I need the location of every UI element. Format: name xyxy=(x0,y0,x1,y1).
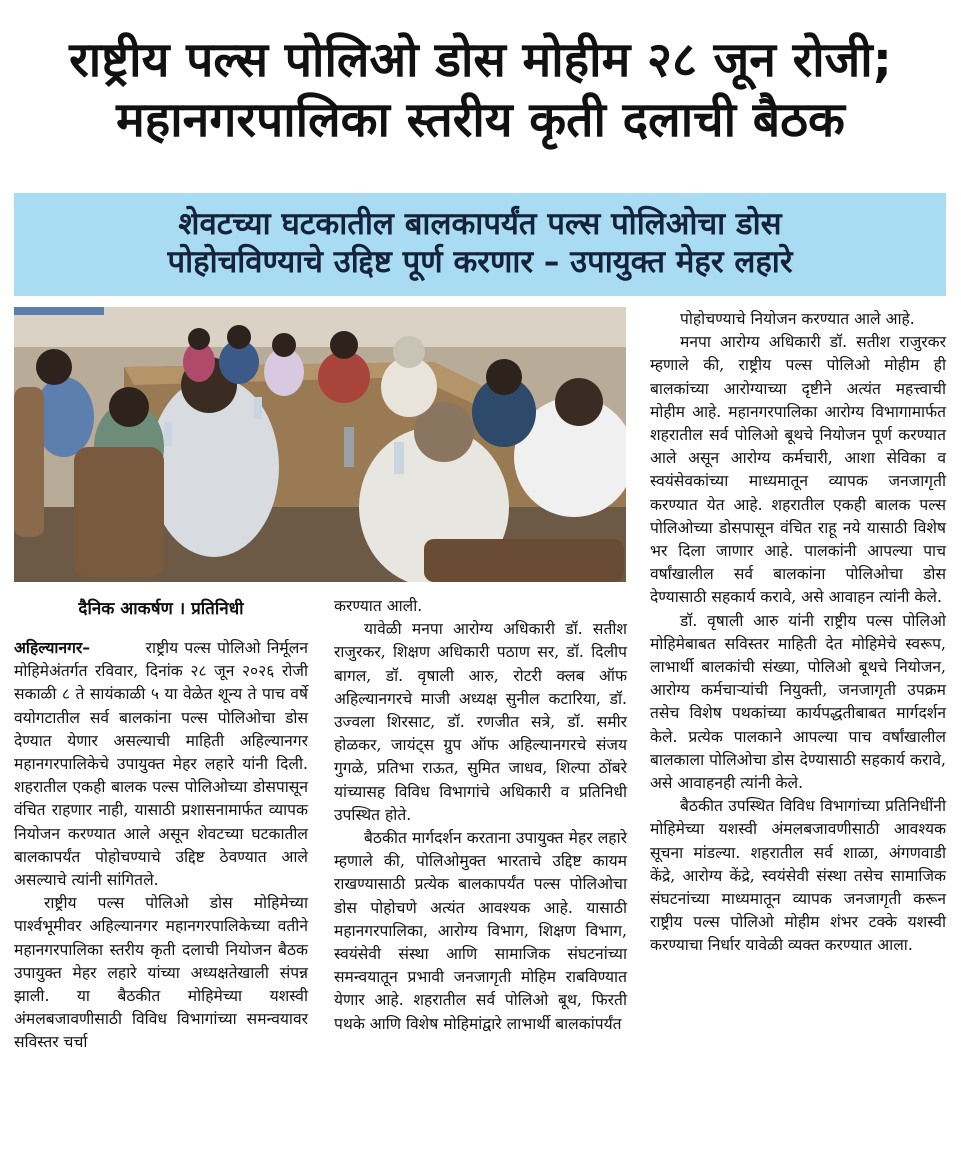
headline-line-1: राष्ट्रीय पल्स पोलिओ डोस मोहीम २८ जून रोजी; xyxy=(69,32,892,88)
article-column-3 xyxy=(650,308,946,958)
article-column-1 xyxy=(14,637,308,1055)
paragraph: यावेळी मनपा आरोग्य अधिकारी डॉ. सतीश राजुरकर, शिक्षण अधिकारी पठाण सर, डॉ. दिलीप बागल, डॉ. वृषाली आरु, रोटरी क्लब ऑफ अहिल्यानगरचे माजी अध्यक्ष सुनील कटारिया, डॉ. उज्वला शिरसाट, डॉ. रणजीत सत्रे, डॉ. समीर होळकर, जायंट्स ग्रुप ऑफ अहिल्यानगरचे संजय गुगळे, प्रतिभा राऊत, सुमित जाधव, शिल्पा ठोंबरे यांच्यासह विविध विभागांचे अधिकारी व प्रतिनिधी उपस्थित होते. xyxy=(334,620,627,824)
paragraph: बैठकीत उपस्थित विविध विभागांच्या प्रतिनिधींनी मोहिमेच्या यशस्वी अंमलबजावणीसाठी आवश्यक सूचना मांडल्या. शहरातील सर्व शाळा, अंगणवाडी केंद्रे, आरोग्य केंद्रे, स्वयंसेवी संस्था तसेच सामाजिक संघटनांच्या माध्यमातून व्यापक जनजागृती करून राष्ट्रीय पल्स पोलिओ मोहीम शंभर टक्के यशस्वी करण्याचा निर्धार यावेळी व्यक्त करण्यात आला. xyxy=(650,797,946,955)
subheadline-line-1: शेवटच्या घटकातील बालकापर्यंत पल्स पोलिओचा डोस xyxy=(178,206,782,242)
dateline: अहिल्यानगर– xyxy=(14,639,91,657)
paragraph xyxy=(14,637,308,892)
headline xyxy=(0,30,961,150)
paragraph: मनपा आरोग्य अधिकारी डॉ. सतीश राजुरकर म्हणाले की, राष्ट्रीय पल्स पोलिओ मोहीम ही बालकांच्या आरोग्याच्या दृष्टीने अत्यंत महत्त्वाची मोहीम आहे. महानगरपालिका आरोग्य विभागामार्फत शहरातील सर्व पोलिओ बूथचे नियोजन पूर्ण करण्यात आले असून आरोग्य कर्मचारी, आशा सेविका व स्वयंसेवकांच्या माध्यमातून व्यापक जनजागृती करण्यात येत आहे. शहरातील एकही बालक पल्स पोलिओच्या डोसपासून वंचित राहू नये यासाठी विशेष भर दिला जाणार आहे. पालकांनी आपल्या पाच वर्षांखालील सर्व बालकांना पोलिओचा डोस देण्यासाठी सहकार्य करावे, असे आवाहन त्यांनी केले. xyxy=(650,333,946,607)
paragraph: करण्यात आली. xyxy=(334,597,423,615)
subheadline-banner xyxy=(14,193,946,296)
paragraph: पोहोचण्याचे नियोजन करण्यात आले आहे. xyxy=(680,310,915,328)
paragraph: बैठकीत मार्गदर्शन करताना उपायुक्त मेहर लहारे म्हणाले की, पोलिओमुक्त भारताचे उद्दिष्ट कायम राखण्यासाठी प्रत्येक बालकापर्यंत पल्स पोलिओचा डोस पोहोचणे अत्यंत आवश्यक आहे. यासाठी महानगरपालिका, आरोग्य विभाग, शिक्षण विभाग, स्वयंसेवी संस्था आणि सामाजिक संघटनांच्या समन्वयातून प्रभावी जनजागृती मोहिम राबविण्यात येणार आहे. शहरातील सर्व पोलिओ बूथ, फिरती पथके आणि विशेष मोहिमांद्वारे लाभार्थी बालकांपर्यंत xyxy=(334,829,627,1033)
article-column-2 xyxy=(334,595,627,1036)
headline-line-2: महानगरपालिका स्तरीय कृती दलाची बैठक xyxy=(116,92,845,148)
meeting-photo xyxy=(14,307,626,582)
subheadline-line-2: पोहोचविण्याचे उद्दिष्ट पूर्ण करणार – उपायुक्त मेहर लहारे xyxy=(167,244,793,280)
paragraph-text: राष्ट्रीय पल्स पोलिओ निर्मूलन मोहिमेअंतर्गत रविवार, दिनांक २८ जून २०२६ रोजी सकाळी ८ ते सायंकाळी ५ या वेळेत शून्य ते पाच वर्षे वयोगटातील सर्व बालकांना पल्स पोलिओचा डोस देण्यात येणार असल्याची माहिती अहिल्यानगर महानगरपालिकेचे उपायुक्त मेहर लहारे यांनी दिली. शहरातील एकही बालक पल्स पोलिओच्या डोसपासून वंचित राहणार नाही, यासाठी प्रशासनामार्फत व्यापक नियोजन करण्यात आले असून शेवटच्या घटकातील बालकापर्यंत पोहोचण्याचे उद्दिष्ट ठेवण्यात आले असल्याचे त्यांनी सांगितले. xyxy=(14,639,308,890)
byline: दैनिक आकर्षण । प्रतिनिधी xyxy=(78,599,244,619)
paragraph: राष्ट्रीय पल्स पोलिओ डोस मोहिमेच्या पार्श्वभूमीवर अहिल्यानगर महानगरपालिकेच्या वतीने महानगरपालिका स्तरीय कृती दलाची नियोजन बैठक उपायुक्त मेहर लहारे यांच्या अध्यक्षतेखाली संपन्न झाली. या बैठकीत मोहिमेच्या यशस्वी अंमलबजावणीसाठी विविध विभागांच्या समन्वयावर सविस्तर चर्चा xyxy=(14,894,308,1052)
paragraph: डॉ. वृषाली आरु यांनी राष्ट्रीय पल्स पोलिओ मोहिमेबाबत सविस्तर माहिती देत मोहिमेचे स्वरूप, लाभार्थी बालकांची संख्या, पोलिओ बूथचे नियोजन, आरोग्य कर्मचाऱ्यांची नियुक्ती, जनजागृती उपक्रम तसेच विशेष पथकांच्या कार्यपद्धतीबाबत मार्गदर्शन केले. प्रत्येक पालकाने आपल्या पाच वर्षांखालील बालकाला पोलिओचा डोस देण्यासाठी सहकार्य करावे, असे आवाहनही त्यांनी केले. xyxy=(650,611,946,793)
